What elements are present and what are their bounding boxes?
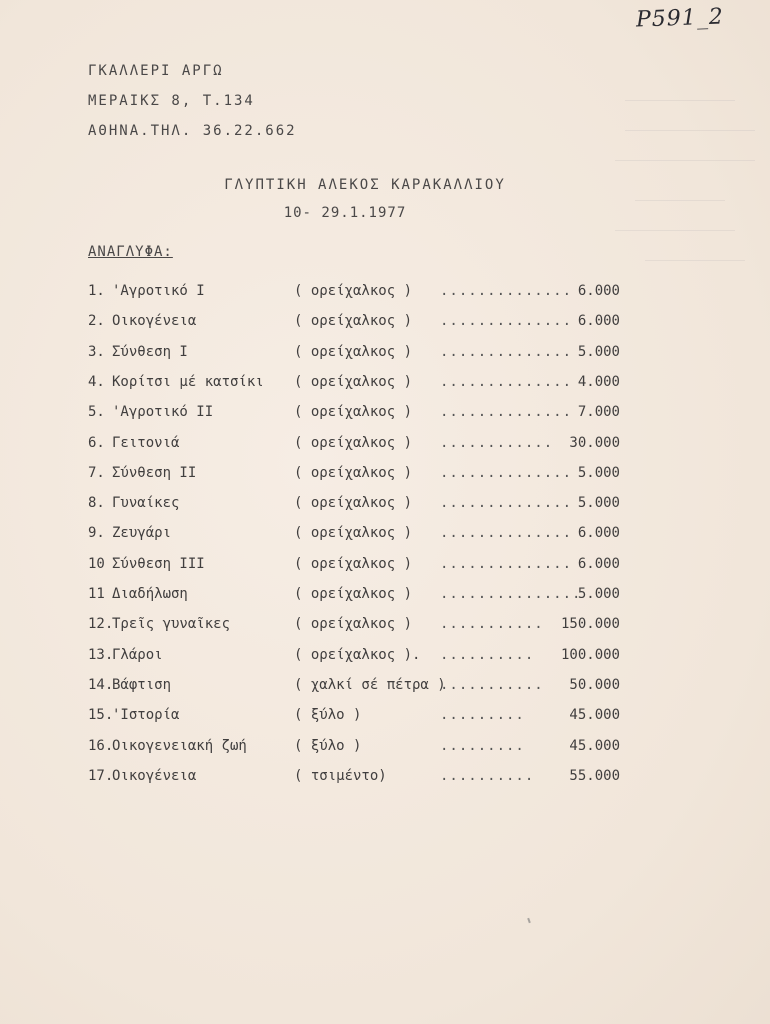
item-leader-dots: ............... <box>440 586 582 602</box>
gallery-name: ΓΚΑΛΛΕΡΙ ΑΡΓΩ <box>88 63 224 79</box>
item-number: 16. <box>88 737 114 754</box>
item-price: 5.000 <box>577 464 620 481</box>
item-leader-dots: ......... <box>440 707 525 724</box>
item-leader-dots: .......... <box>440 767 535 784</box>
item-price: 6.000 <box>577 555 620 572</box>
item-title: Οικογένεια <box>112 313 197 330</box>
item-leader-dots: .............. <box>440 343 573 360</box>
item-leader-dots: ......... <box>440 737 525 754</box>
item-title: 'Ιστορία <box>112 707 180 724</box>
item-number: 9. <box>88 525 105 542</box>
item-title: Κορίτσι μέ κατσίκι <box>112 373 264 390</box>
item-title: Διαδήλωση <box>112 586 188 602</box>
item-material: ( ορείχαλκος ) <box>294 616 413 633</box>
item-title: 'Αγροτικό ΙΙ <box>112 404 214 421</box>
item-title: Σύνθεση Ι <box>112 343 188 360</box>
item-number: 10 <box>88 555 105 572</box>
item-leader-dots: ............ <box>440 434 554 451</box>
list-item <box>88 461 648 485</box>
item-price: 50.000 <box>569 676 620 693</box>
item-price: 5.000 <box>577 495 620 512</box>
item-leader-dots: .............. <box>440 555 573 572</box>
item-material: ( ορείχαλκος ) <box>294 464 413 481</box>
item-material: ( ξύλο ) <box>294 707 362 724</box>
list-item <box>88 552 648 576</box>
list-item <box>88 279 648 303</box>
item-title: Γειτονιά <box>112 434 180 451</box>
item-leader-dots: .............. <box>440 525 573 542</box>
list-item <box>88 612 648 636</box>
item-material: ( ορείχαλκος ) <box>294 313 413 330</box>
gallery-header <box>88 56 297 146</box>
handwritten-reference: P591_2 <box>635 4 725 33</box>
section-label: ΑΝΑΓΛΥΦΑ: <box>88 244 173 260</box>
item-leader-dots: .............. <box>440 464 573 481</box>
item-price: 6.000 <box>577 283 620 299</box>
item-number: 2. <box>88 313 105 330</box>
list-item <box>88 764 648 788</box>
item-price: 6.000 <box>577 313 620 330</box>
list-item <box>88 340 648 364</box>
item-material: ( ορείχαλκος ) <box>294 525 413 542</box>
list-item <box>88 431 648 455</box>
item-price: 55.000 <box>569 767 620 784</box>
item-material: ( ορείχαλκος ). <box>294 646 421 663</box>
item-leader-dots: ........... <box>440 616 544 633</box>
item-material: ( τσιμέντο) <box>294 767 387 784</box>
list-item <box>88 734 648 758</box>
item-number: 7. <box>88 464 105 481</box>
item-price: 45.000 <box>569 707 620 724</box>
item-number: 15. <box>88 707 114 724</box>
gallery-address: ΜΕΡΑΙΚΣ 8, Τ.134 <box>88 93 255 109</box>
list-item <box>88 582 648 606</box>
item-material: ( ορείχαλκος ) <box>294 434 413 451</box>
gallery-phone: ΑΘΗΝΑ.ΤΗΛ. 36.22.662 <box>88 123 297 139</box>
list-item <box>88 673 648 697</box>
item-number: 1. <box>88 283 105 299</box>
exhibition-title: ΓΛΥΠΤΙΚΗ ΑΛΕΚΟΣ ΚΑΡΑΚΑΛΛΙΟΥ <box>224 177 506 193</box>
item-number: 6. <box>88 434 105 451</box>
exhibition-dates: 10- 29.1.1977 <box>283 205 407 221</box>
item-price: 150.000 <box>560 616 620 633</box>
list-item <box>88 370 648 394</box>
item-title: Σύνθεση ΙΙΙ <box>112 555 205 572</box>
item-number: 3. <box>88 343 105 360</box>
list-item <box>88 703 648 727</box>
item-title: Τρεῖς γυναῖκες <box>112 616 231 633</box>
list-item <box>88 491 648 515</box>
item-material: ( ορείχαλκος ) <box>294 495 413 512</box>
paper-speck <box>527 918 531 923</box>
item-leader-dots: ........... <box>440 676 544 693</box>
item-material: ( ξύλο ) <box>294 737 362 754</box>
item-number: 14. <box>88 676 114 693</box>
item-title: Γλάροι <box>112 646 163 663</box>
list-item <box>88 309 648 333</box>
item-price: 30.000 <box>569 434 620 451</box>
list-item <box>88 400 648 424</box>
item-leader-dots: .............. <box>440 495 573 512</box>
item-price: 7.000 <box>577 404 620 421</box>
item-price: 45.000 <box>569 737 620 754</box>
item-price: 5.000 <box>577 586 620 602</box>
item-title: Οικογενειακή ζωή <box>112 737 247 754</box>
list-item <box>88 521 648 545</box>
item-number: 12. <box>88 616 114 633</box>
item-leader-dots: .............. <box>440 404 573 421</box>
item-material: ( ορείχαλκος ) <box>294 283 413 299</box>
item-material: ( ορείχαλκος ) <box>294 373 413 390</box>
item-leader-dots: .............. <box>440 373 573 390</box>
item-title: Ζευγάρι <box>112 525 172 542</box>
item-price: 100.000 <box>560 646 620 663</box>
item-title: Βάφτιση <box>112 676 172 693</box>
item-title: Γυναίκες <box>112 495 180 512</box>
item-material: ( ορείχαλκος ) <box>294 555 413 572</box>
item-number: 17. <box>88 767 114 784</box>
item-leader-dots: .......... <box>440 646 535 663</box>
item-price: 4.000 <box>577 373 620 390</box>
item-number: 4. <box>88 373 105 390</box>
item-price: 6.000 <box>577 525 620 542</box>
item-material: ( ορείχαλκος ) <box>294 404 413 421</box>
item-number: 5. <box>88 404 105 421</box>
item-title: 'Αγροτικό Ι <box>112 283 205 299</box>
item-material: ( ορείχαλκος ) <box>294 586 413 602</box>
item-material: ( ορείχαλκος ) <box>294 343 413 360</box>
item-price: 5.000 <box>577 343 620 360</box>
item-title: Οικογένεια <box>112 767 197 784</box>
item-leader-dots: .............. <box>440 313 573 330</box>
item-number: 8. <box>88 495 105 512</box>
item-material: ( χαλκί σέ πέτρα ) <box>294 676 446 693</box>
item-number: 11 <box>88 586 105 602</box>
list-item <box>88 643 648 667</box>
item-leader-dots: .............. <box>440 283 573 299</box>
item-number: 13. <box>88 646 114 663</box>
item-title: Σύνθεση ΙΙ <box>112 464 197 481</box>
